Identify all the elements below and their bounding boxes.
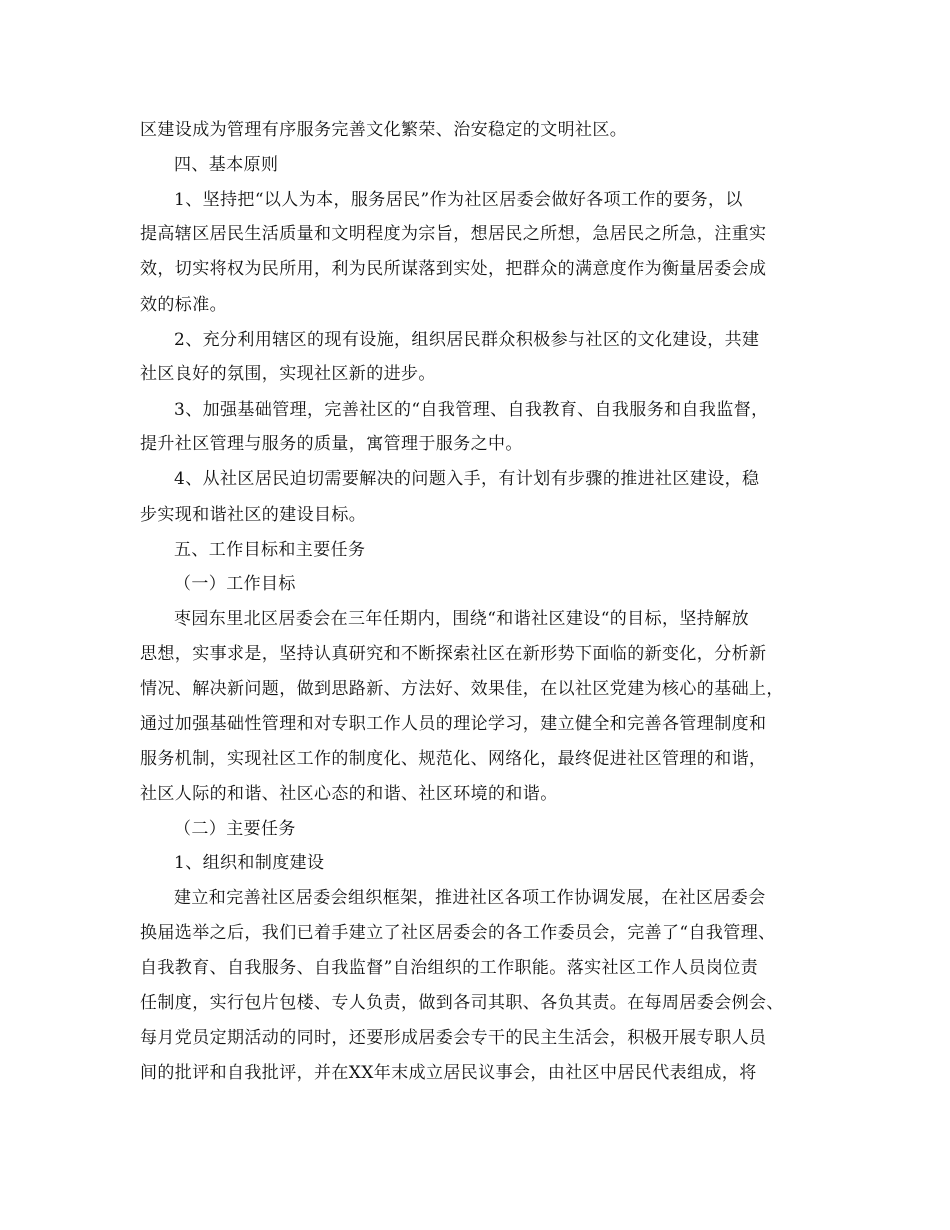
body-text-line: 换届选举之后，我们已着手建立了社区居委会的各工作委员会，完善了“自我管理、 bbox=[140, 923, 776, 943]
numbered-heading: 1、组织和制度建设 bbox=[174, 853, 325, 873]
body-text-line: 自我教育、自我服务、自我监督”自治组织的工作职能。落实社区工作人员岗位责 bbox=[140, 958, 759, 978]
body-text-line: 社区良好的氛围，实现社区新的进步。 bbox=[140, 364, 436, 384]
paragraph-first-line: 1、坚持把“以人为本，服务居民”作为社区居委会做好各项工作的要务，以 bbox=[174, 190, 743, 210]
paragraph-first-line: 枣园东里北区居委会在三年任期内，围绕“和谐社区建设“的目标，坚持解放 bbox=[174, 609, 749, 629]
body-text-line: 提高辖区居民生活质量和文明程度为宗旨，想居民之所想，急居民之所急，注重实 bbox=[140, 224, 767, 244]
body-text-line: 思想，实事求是，坚持认真研究和不断探索社区在新形势下面临的新变化，分析新 bbox=[140, 644, 767, 664]
subsection-heading: （一）工作目标 bbox=[174, 574, 296, 594]
section-heading: 五、工作目标和主要任务 bbox=[174, 540, 366, 560]
subsection-heading: （二）主要任务 bbox=[174, 819, 296, 839]
body-text-line: 间的批评和自我批评，并在XX年末成立居民议事会，由社区中居民代表组成，将 bbox=[140, 1063, 757, 1083]
body-text-line: 每月党员定期活动的同时，还要形成居委会专干的民主生活会，积极开展专职人员 bbox=[140, 1028, 767, 1048]
paragraph-first-line: 2、充分利用辖区的现有设施，组织居民群众积极参与社区的文化建设，共建 bbox=[174, 330, 760, 350]
body-text-line: 任制度，实行包片包楼、专人负责，做到各司其职、各负其责。在每周居委会例会、 bbox=[140, 993, 784, 1013]
body-text-line: 服务机制，实现社区工作的制度化、规范化、网络化，最终促进社区管理的和谐， bbox=[140, 749, 767, 769]
body-text-line: 提升社区管理与服务的质量，寓管理于服务之中。 bbox=[140, 434, 523, 454]
paragraph-first-line: 建立和完善社区居委会组织框架，推进社区各项工作协调发展，在社区居委会 bbox=[174, 888, 766, 908]
body-text-line: 情况、解决新问题，做到思路新、方法好、效果佳，在以社区党建为核心的基础上， bbox=[140, 679, 784, 699]
body-text-line: 社区人际的和谐、社区心态的和谐、社区环境的和谐。 bbox=[140, 784, 558, 804]
body-text-line: 效的标准。 bbox=[140, 295, 227, 315]
paragraph-first-line: 3、加强基础管理，完善社区的“自我管理、自我教育、自我服务和自我监督， bbox=[174, 400, 769, 420]
body-text-line: 效，切实将权为民所用，利为民所谋落到实处，把群众的满意度作为衡量居委会成 bbox=[140, 259, 767, 279]
body-text-line: 步实现和谐社区的建设目标。 bbox=[140, 505, 367, 525]
body-text-line: 区建设成为管理有序服务完善文化繁荣、治安稳定的文明社区。 bbox=[140, 120, 628, 140]
section-heading: 四、基本原则 bbox=[174, 155, 279, 175]
paragraph-first-line: 4、从社区居民迫切需要解决的问题入手，有计划有步骤的推进社区建设，稳 bbox=[174, 469, 760, 489]
body-text-line: 通过加强基础性管理和对专职工作人员的理论学习，建立健全和完善各管理制度和 bbox=[140, 714, 767, 734]
